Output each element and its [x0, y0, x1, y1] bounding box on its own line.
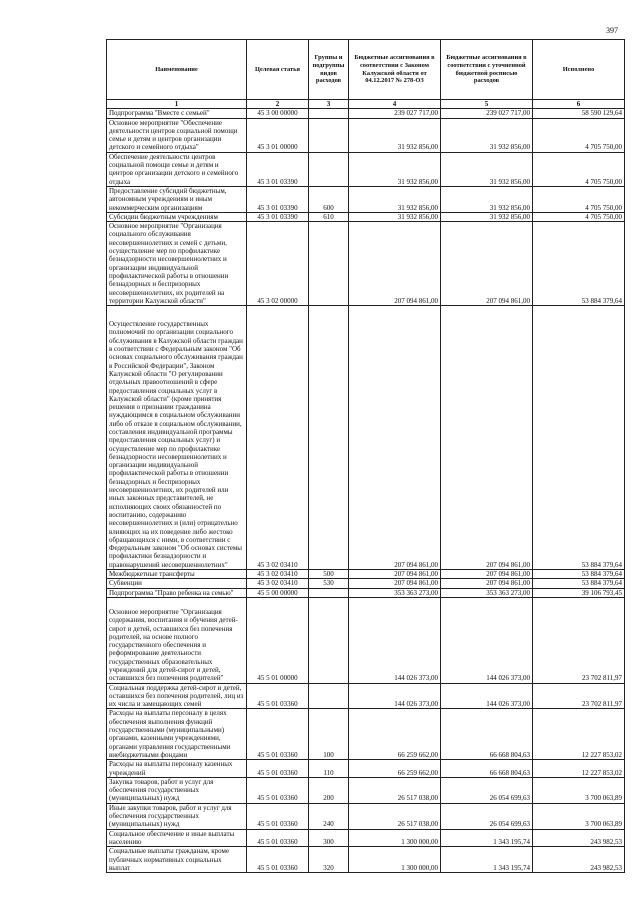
cell-allocation: 66 259 662,00: [349, 709, 441, 760]
table-row: [107, 109, 625, 118]
table-row: [107, 222, 625, 306]
table-row: [107, 709, 625, 760]
cell-executed: 53 884 379,64: [533, 570, 625, 579]
cell-executed: 4 705 750,00: [533, 118, 625, 152]
cell-refined: 207 094 861,00: [441, 306, 533, 570]
cell-refined: 31 932 856,00: [441, 118, 533, 152]
cell-allocation: 207 094 861,00: [349, 579, 441, 588]
column-number: 1: [107, 100, 247, 109]
cell-allocation: 207 094 861,00: [349, 222, 441, 306]
cell-group: 320: [309, 847, 349, 873]
cell-name: Субвенции: [107, 579, 247, 588]
header-executed: Исполнено: [533, 40, 625, 100]
cell-allocation: 353 363 273,00: [349, 588, 441, 597]
cell-executed: 4 705 750,00: [533, 152, 625, 186]
cell-name: Иные закупки товаров, работ и услуг для обеспечения государственных (муниципальных) нужд: [107, 803, 247, 829]
cell-group: [309, 118, 349, 152]
cell-executed: 243 982,53: [533, 829, 625, 847]
cell-code: 45 5 01 00000: [247, 597, 309, 683]
cell-refined: 144 026 373,00: [441, 683, 533, 709]
cell-refined: 1 343 195,74: [441, 829, 533, 847]
table-row: [107, 579, 625, 588]
cell-refined: 66 668 804,63: [441, 760, 533, 778]
cell-executed: 243 982,53: [533, 847, 625, 873]
cell-code: 45 5 01 03360: [247, 777, 309, 803]
cell-executed: 3 700 063,89: [533, 777, 625, 803]
cell-allocation: 26 517 038,00: [349, 803, 441, 829]
cell-group: [309, 588, 349, 597]
cell-group: [309, 306, 349, 570]
cell-name: Социальные выплаты гражданам, кроме публичных нормативных социальных выплат: [107, 847, 247, 873]
cell-allocation: 1 300 000,00: [349, 829, 441, 847]
table-row: [107, 152, 625, 186]
column-number: 5: [441, 100, 533, 109]
cell-allocation: 207 094 861,00: [349, 570, 441, 579]
cell-executed: 12 227 853,02: [533, 760, 625, 778]
cell-name: Основное мероприятие "Организация содержания, воспитания и обучения детей-сирот и детей, оставшихся без попечения родителей, на основе полного государственного обеспечения и реформирование деятельности государственных образовательных учреждений для детей-сирот и детей, оставшихся без попечения родителей": [107, 597, 247, 683]
cell-code: 45 3 02 03410: [247, 579, 309, 588]
cell-refined: 26 054 699,63: [441, 777, 533, 803]
cell-name: Предоставление субсидий бюджетным, автономным учреждениям и иным некоммерческим организациям: [107, 186, 247, 212]
cell-refined: 31 932 856,00: [441, 212, 533, 221]
cell-executed: 23 702 811,97: [533, 683, 625, 709]
cell-code: 45 3 01 00000: [247, 118, 309, 152]
cell-name: Обеспечение деятельности центров социальной помощи семье и детям и центров организации детского и семейного отдыха: [107, 152, 247, 186]
table-row: [107, 597, 625, 683]
cell-group: [309, 109, 349, 118]
cell-name: Основное мероприятие "Организация социального обслуживания несовершеннолетних и семей с детьми, осуществление мер по профилактике безнадзорности несовершеннолетних и организации индивидуальной профилактической работы в отношении безнадзорных и беспризорных несовершеннолетних, их родителей на территории Калужской области": [107, 222, 247, 306]
cell-allocation: 1 300 000,00: [349, 847, 441, 873]
cell-code: 45 3 01 03390: [247, 212, 309, 221]
cell-code: 45 3 02 03410: [247, 570, 309, 579]
cell-group: 500: [309, 570, 349, 579]
table-header-row: [107, 40, 625, 100]
cell-allocation: 239 027 717,00: [349, 109, 441, 118]
table-row: [107, 803, 625, 829]
cell-code: 45 3 01 03390: [247, 186, 309, 212]
cell-executed: 53 884 379,64: [533, 222, 625, 306]
table-row: [107, 829, 625, 847]
header-allocations: Бюджетные ассигнования в соответствии с Законом Калужской области от 04.12.2017 № 278-ОЗ: [349, 40, 441, 100]
table-row: [107, 847, 625, 873]
table-row: [107, 588, 625, 597]
cell-group: [309, 222, 349, 306]
cell-name: Закупка товаров, работ и услуг для обеспечения государственных (муниципальных) нужд: [107, 777, 247, 803]
table-row: [107, 777, 625, 803]
header-name: Наименование: [107, 40, 247, 100]
cell-code: 45 3 02 03410: [247, 306, 309, 570]
cell-allocation: 144 026 373,00: [349, 683, 441, 709]
cell-allocation: 26 517 038,00: [349, 777, 441, 803]
cell-allocation: 31 932 856,00: [349, 118, 441, 152]
cell-refined: 31 932 856,00: [441, 152, 533, 186]
cell-refined: 26 054 699,63: [441, 803, 533, 829]
cell-executed: 4 705 750,00: [533, 212, 625, 221]
column-number-row: [107, 100, 625, 109]
cell-code: 45 5 01 03360: [247, 847, 309, 873]
cell-name: Межбюджетные трансферты: [107, 570, 247, 579]
cell-code: 45 5 01 03360: [247, 709, 309, 760]
header-refined: Бюджетные ассигнования в соответствии с уточненной бюджетной росписью расходов: [441, 40, 533, 100]
cell-name: Основное мероприятие "Обеспечение деятельности центров социальной помощи семье и детям и центров организации детского и семейного отдыха": [107, 118, 247, 152]
cell-group: 110: [309, 760, 349, 778]
cell-name: Социальная поддержка детей-сирот и детей, оставшихся без попечения родителей, лиц из их числа и замещающих семей: [107, 683, 247, 709]
page-number: 397: [606, 26, 618, 35]
cell-executed: 4 705 750,00: [533, 186, 625, 212]
cell-group: [309, 683, 349, 709]
cell-refined: 144 026 373,00: [441, 597, 533, 683]
table-row: [107, 212, 625, 221]
cell-refined: 353 363 273,00: [441, 588, 533, 597]
cell-executed: 23 702 811,97: [533, 597, 625, 683]
cell-allocation: 31 932 856,00: [349, 152, 441, 186]
column-number: 2: [247, 100, 309, 109]
cell-refined: 207 094 861,00: [441, 222, 533, 306]
cell-refined: 207 094 861,00: [441, 579, 533, 588]
cell-code: 45 3 01 03390: [247, 152, 309, 186]
cell-code: 45 5 01 03360: [247, 829, 309, 847]
header-group: Группы и подгруппы видов расходов: [309, 40, 349, 100]
cell-name: Расходы на выплаты персоналу в целях обеспечения выполнения функций государственными (муниципальными) органами, казенными учреждениями, органами управления государственными внебюджетными фондами: [107, 709, 247, 760]
cell-group: 100: [309, 709, 349, 760]
cell-allocation: 31 932 856,00: [349, 186, 441, 212]
cell-refined: 207 094 861,00: [441, 570, 533, 579]
cell-executed: 58 590 129,64: [533, 109, 625, 118]
cell-name: Подпрограмма "Право ребенка на семью": [107, 588, 247, 597]
cell-executed: 12 227 853,02: [533, 709, 625, 760]
column-number: 3: [309, 100, 349, 109]
cell-name: Социальное обеспечение и иные выплаты населению: [107, 829, 247, 847]
cell-group: [309, 597, 349, 683]
table-row: [107, 306, 625, 570]
cell-allocation: 207 094 861,00: [349, 306, 441, 570]
cell-group: 240: [309, 803, 349, 829]
cell-refined: 1 343 195,74: [441, 847, 533, 873]
cell-allocation: 144 026 373,00: [349, 597, 441, 683]
cell-name: Расходы на выплаты персоналу казенных учреждений: [107, 760, 247, 778]
cell-code: 45 5 00 00000: [247, 588, 309, 597]
cell-refined: 66 668 804,63: [441, 709, 533, 760]
cell-allocation: 66 259 662,00: [349, 760, 441, 778]
cell-code: 45 5 01 03360: [247, 683, 309, 709]
table-row: [107, 683, 625, 709]
cell-code: 45 3 02 00000: [247, 222, 309, 306]
budget-table: [106, 39, 625, 873]
cell-group: 610: [309, 212, 349, 221]
cell-name: Осуществление государственных полномочий по организации социального обслуживания в Калужской области граждан в соответствии с Федеральным законом "Об основах социального обслуживания граждан в Российской Федерации", Законом Калужской области "О регулировании отдельных правоотношений в сфере предоставления социальных услуг в Калужской области" (кроме принятия решения о признании гражданина нуждающимся в социальном обслуживании либо об отказе в социальном обслуживании, составления индивидуальной программы предоставления социальных услуг) и осуществление мер по профилактике безнадзорности несовершеннолетних и организации индивидуальной профилактической работы в отношении безнадзорных и беспризорных несовершеннолетних, их родителей или иных законных представителей, не исполняющих своих обязанностей по воспитанию, содержанию несовершеннолетних и (или) отрицательно влияющих на их поведение либо жестоко обращающихся с ними, в соответствии с Федеральным законом "Об основах системы профилактики безнадзорности и правонарушений несовершеннолетних": [107, 306, 247, 570]
column-number: 4: [349, 100, 441, 109]
cell-refined: 239 027 717,00: [441, 109, 533, 118]
cell-name: Подпрограмма "Вместе с семьей": [107, 109, 247, 118]
cell-allocation: 31 932 856,00: [349, 212, 441, 221]
cell-executed: 53 884 379,64: [533, 306, 625, 570]
cell-code: 45 5 01 03360: [247, 760, 309, 778]
table-row: [107, 760, 625, 778]
cell-executed: 53 884 379,64: [533, 579, 625, 588]
table-row: [107, 186, 625, 212]
header-code: Целевая статья: [247, 40, 309, 100]
cell-name: Субсидии бюджетным учреждениям: [107, 212, 247, 221]
cell-group: 600: [309, 186, 349, 212]
cell-executed: 3 700 063,89: [533, 803, 625, 829]
column-number: 6: [533, 100, 625, 109]
table-row: [107, 570, 625, 579]
cell-code: 45 3 00 00000: [247, 109, 309, 118]
cell-group: 530: [309, 579, 349, 588]
cell-executed: 39 106 793,45: [533, 588, 625, 597]
cell-code: 45 5 01 03360: [247, 803, 309, 829]
table-row: [107, 118, 625, 152]
cell-group: [309, 152, 349, 186]
cell-group: 200: [309, 777, 349, 803]
cell-group: 300: [309, 829, 349, 847]
cell-refined: 31 932 856,00: [441, 186, 533, 212]
